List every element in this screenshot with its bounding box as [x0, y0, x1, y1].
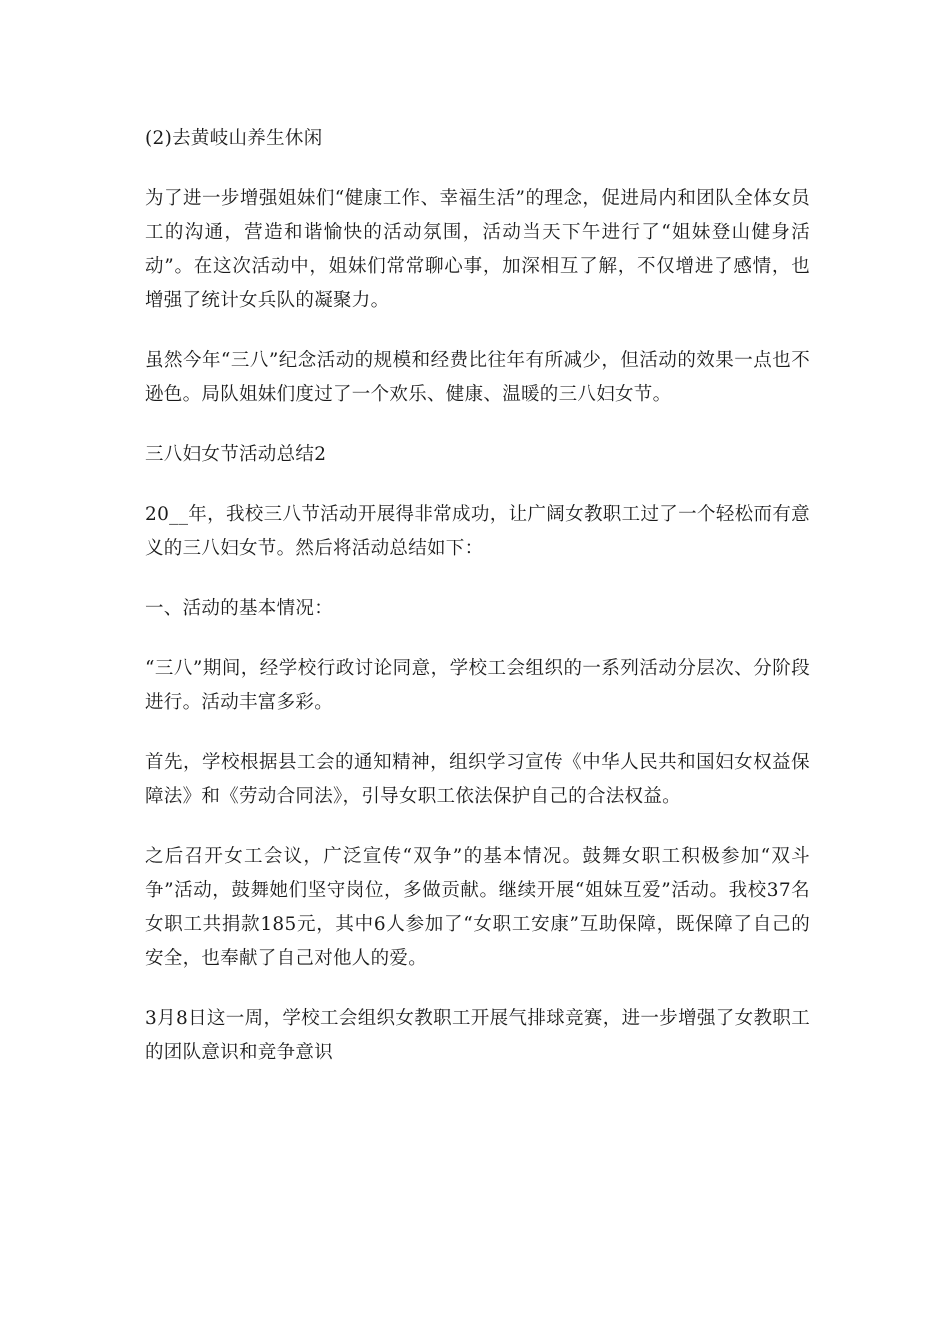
- paragraph: 20__年，我校三八节活动开展得非常成功，让广阔女教职工过了一个轻松而有意义的三八妇女节。然后将活动总结如下：: [145, 504, 810, 559]
- paragraph: 3月8日这一周，学校工会组织女教职工开展气排球竞赛，进一步增强了女教职工的团队意识和竞争意识: [145, 1008, 810, 1063]
- paragraph: 虽然今年“三八”纪念活动的规模和经费比往年有所减少，但活动的效果一点也不逊色。局队姐妹们度过了一个欢乐、健康、温暖的三八妇女节。: [145, 350, 810, 405]
- section-title: 三八妇女节活动总结2: [145, 444, 327, 465]
- section-subheading: 一、活动的基本情况：: [145, 598, 334, 619]
- document-body: [145, 122, 810, 1096]
- paragraph: 为了进一步增强姐妹们“健康工作、幸福生活”的理念，促进局内和团队全体女员工的沟通，营造和谐愉快的活动氛围，活动当天下午进行了“姐妹登山健身活动”。在这次活动中，姐妹们常常聊心事，加深相互了解，不仅增进了感情，也增强了统计女兵队的凝聚力。: [145, 188, 810, 311]
- section-subheading: (2)去黄岐山养生休闲: [145, 128, 323, 149]
- paragraph: 首先，学校根据县工会的通知精神，组织学习宣传《中华人民共和国妇女权益保障法》和《劳动合同法》，引导女职工依法保护自己的合法权益。: [145, 752, 810, 807]
- paragraph: “三八”期间，经学校行政讨论同意，学校工会组织的一系列活动分层次、分阶段进行。活动丰富多彩。: [145, 658, 810, 713]
- paragraph: 之后召开女工会议，广泛宣传“双争”的基本情况。鼓舞女职工积极参加“双斗争”活动，鼓舞她们坚守岗位，多做贡献。继续开展“姐妹互爱”活动。我校37名女职工共捐款185元，其中6人参加了“女职工安康”互助保障，既保障了自己的安全，也奉献了自己对他人的爱。: [145, 846, 810, 969]
